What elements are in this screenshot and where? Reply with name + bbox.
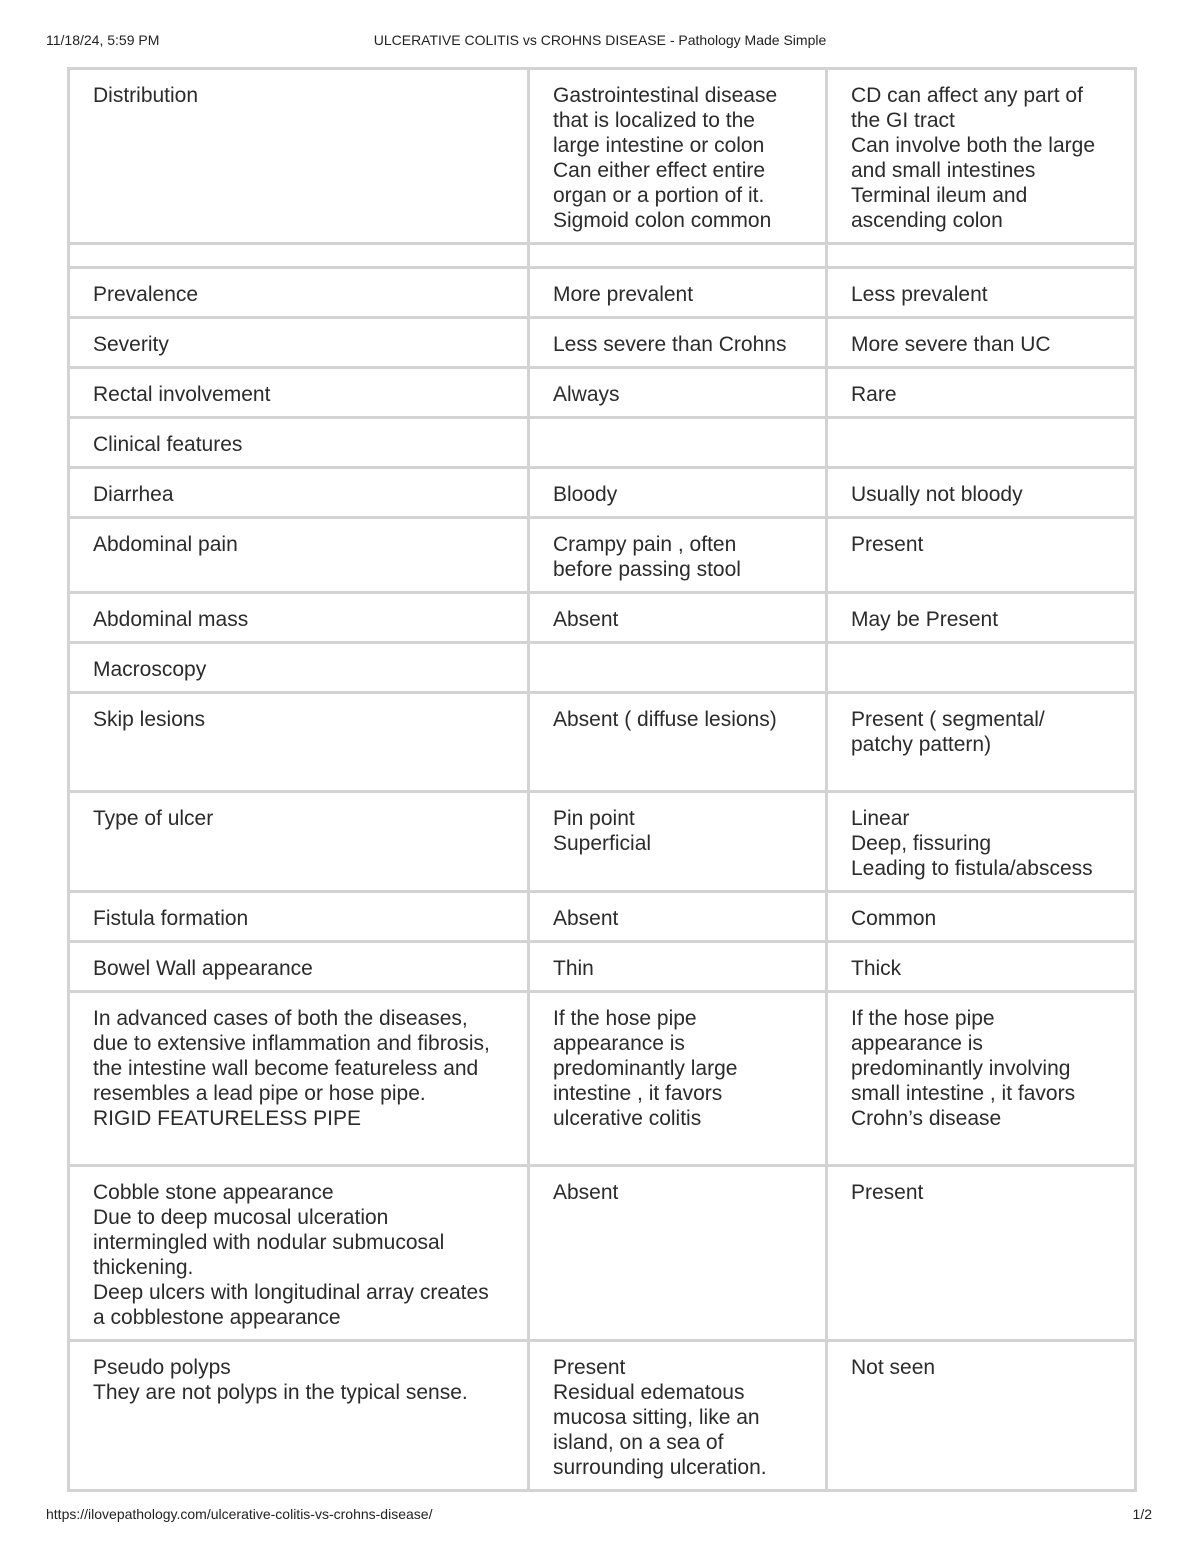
- uc-cell: Gastrointestinal disease that is localized to the large intestine or colon Can either effect entire organ or a portion of it. Sigmoid colon common: [529, 69, 827, 244]
- table-row: [69, 1166, 1136, 1341]
- uc-cell: Absent: [529, 593, 827, 643]
- row-label: Prevalence: [69, 268, 529, 318]
- cd-cell: More severe than UC: [827, 318, 1136, 368]
- uc-cell: Crampy pain , often before passing stool: [529, 518, 827, 593]
- uc-cell: Absent: [529, 892, 827, 942]
- table-row: [69, 318, 1136, 368]
- table-row: [69, 368, 1136, 418]
- table-row: [69, 792, 1136, 892]
- uc-cell: Pin point Superficial: [529, 792, 827, 892]
- row-label: Macroscopy: [69, 643, 529, 693]
- table-row: [69, 69, 1136, 244]
- cd-cell: Present ( segmental/ patchy pattern): [827, 693, 1136, 792]
- page-title: ULCERATIVE COLITIS vs CROHNS DISEASE - Pathology Made Simple: [373, 32, 827, 48]
- table-row: [69, 643, 1136, 693]
- row-label: Skip lesions: [69, 693, 529, 792]
- table-row: [69, 593, 1136, 643]
- uc-cell: Thin: [529, 942, 827, 992]
- table-row: [69, 244, 1136, 268]
- cd-cell: Linear Deep, fissuring Leading to fistula/abscess: [827, 792, 1136, 892]
- cd-cell: [827, 244, 1136, 268]
- comparison-table: [67, 67, 1137, 1492]
- row-label: Pseudo polyps They are not polyps in the typical sense.: [69, 1341, 529, 1491]
- row-label: Diarrhea: [69, 468, 529, 518]
- row-label: [69, 244, 529, 268]
- table-row: [69, 892, 1136, 942]
- row-label: Fistula formation: [69, 892, 529, 942]
- cd-cell: Thick: [827, 942, 1136, 992]
- uc-cell: If the hose pipe appearance is predominantly large intestine , it favors ulcerative colitis: [529, 992, 827, 1166]
- table-row: [69, 518, 1136, 593]
- table-row: [69, 992, 1136, 1166]
- row-label: In advanced cases of both the diseases, due to extensive inflammation and fibrosis, the intestine wall become featureless and resembles a lead pipe or hose pipe. RIGID FEATURELESS PIPE: [69, 992, 529, 1166]
- row-label: Abdominal mass: [69, 593, 529, 643]
- row-label: Severity: [69, 318, 529, 368]
- print-datetime: 11/18/24, 5:59 PM: [46, 32, 160, 48]
- table-row: [69, 268, 1136, 318]
- cd-cell: Not seen: [827, 1341, 1136, 1491]
- uc-cell: [529, 244, 827, 268]
- source-url-link[interactable]: https://ilovepathology.com/ulcerative-colitis-vs-crohns-disease/: [46, 1506, 433, 1522]
- row-label: Abdominal pain: [69, 518, 529, 593]
- uc-cell: More prevalent: [529, 268, 827, 318]
- cd-cell: CD can affect any part of the GI tract Can involve both the large and small intestines Terminal ileum and ascending colon: [827, 69, 1136, 244]
- table-row: [69, 418, 1136, 468]
- cd-cell: Usually not bloody: [827, 468, 1136, 518]
- table-row: [69, 468, 1136, 518]
- cd-cell: If the hose pipe appearance is predominantly involving small intestine , it favors Crohn’s disease: [827, 992, 1136, 1166]
- table-row: [69, 1341, 1136, 1491]
- uc-cell: Absent: [529, 1166, 827, 1341]
- cd-cell: Present: [827, 1166, 1136, 1341]
- uc-cell: Present Residual edematous mucosa sitting, like an island, on a sea of surrounding ulceration.: [529, 1341, 827, 1491]
- uc-cell: Always: [529, 368, 827, 418]
- row-label: Cobble stone appearance Due to deep mucosal ulceration intermingled with nodular submucosal thickening. Deep ulcers with longitudinal array creates a cobblestone appearance: [69, 1166, 529, 1341]
- row-label: Clinical features: [69, 418, 529, 468]
- uc-cell: Less severe than Crohns: [529, 318, 827, 368]
- page-number: 1/2: [1132, 1506, 1152, 1522]
- table-row: [69, 693, 1136, 792]
- cd-cell: Less prevalent: [827, 268, 1136, 318]
- cd-cell: Present: [827, 518, 1136, 593]
- cd-cell: [827, 418, 1136, 468]
- row-label: Rectal involvement: [69, 368, 529, 418]
- cd-cell: Common: [827, 892, 1136, 942]
- cd-cell: May be Present: [827, 593, 1136, 643]
- row-label: Type of ulcer: [69, 792, 529, 892]
- uc-cell: [529, 643, 827, 693]
- uc-cell: Bloody: [529, 468, 827, 518]
- cd-cell: [827, 643, 1136, 693]
- row-label: Bowel Wall appearance: [69, 942, 529, 992]
- uc-cell: [529, 418, 827, 468]
- table-row: [69, 942, 1136, 992]
- row-label: Distribution: [69, 69, 529, 244]
- cd-cell: Rare: [827, 368, 1136, 418]
- uc-cell: Absent ( diffuse lesions): [529, 693, 827, 792]
